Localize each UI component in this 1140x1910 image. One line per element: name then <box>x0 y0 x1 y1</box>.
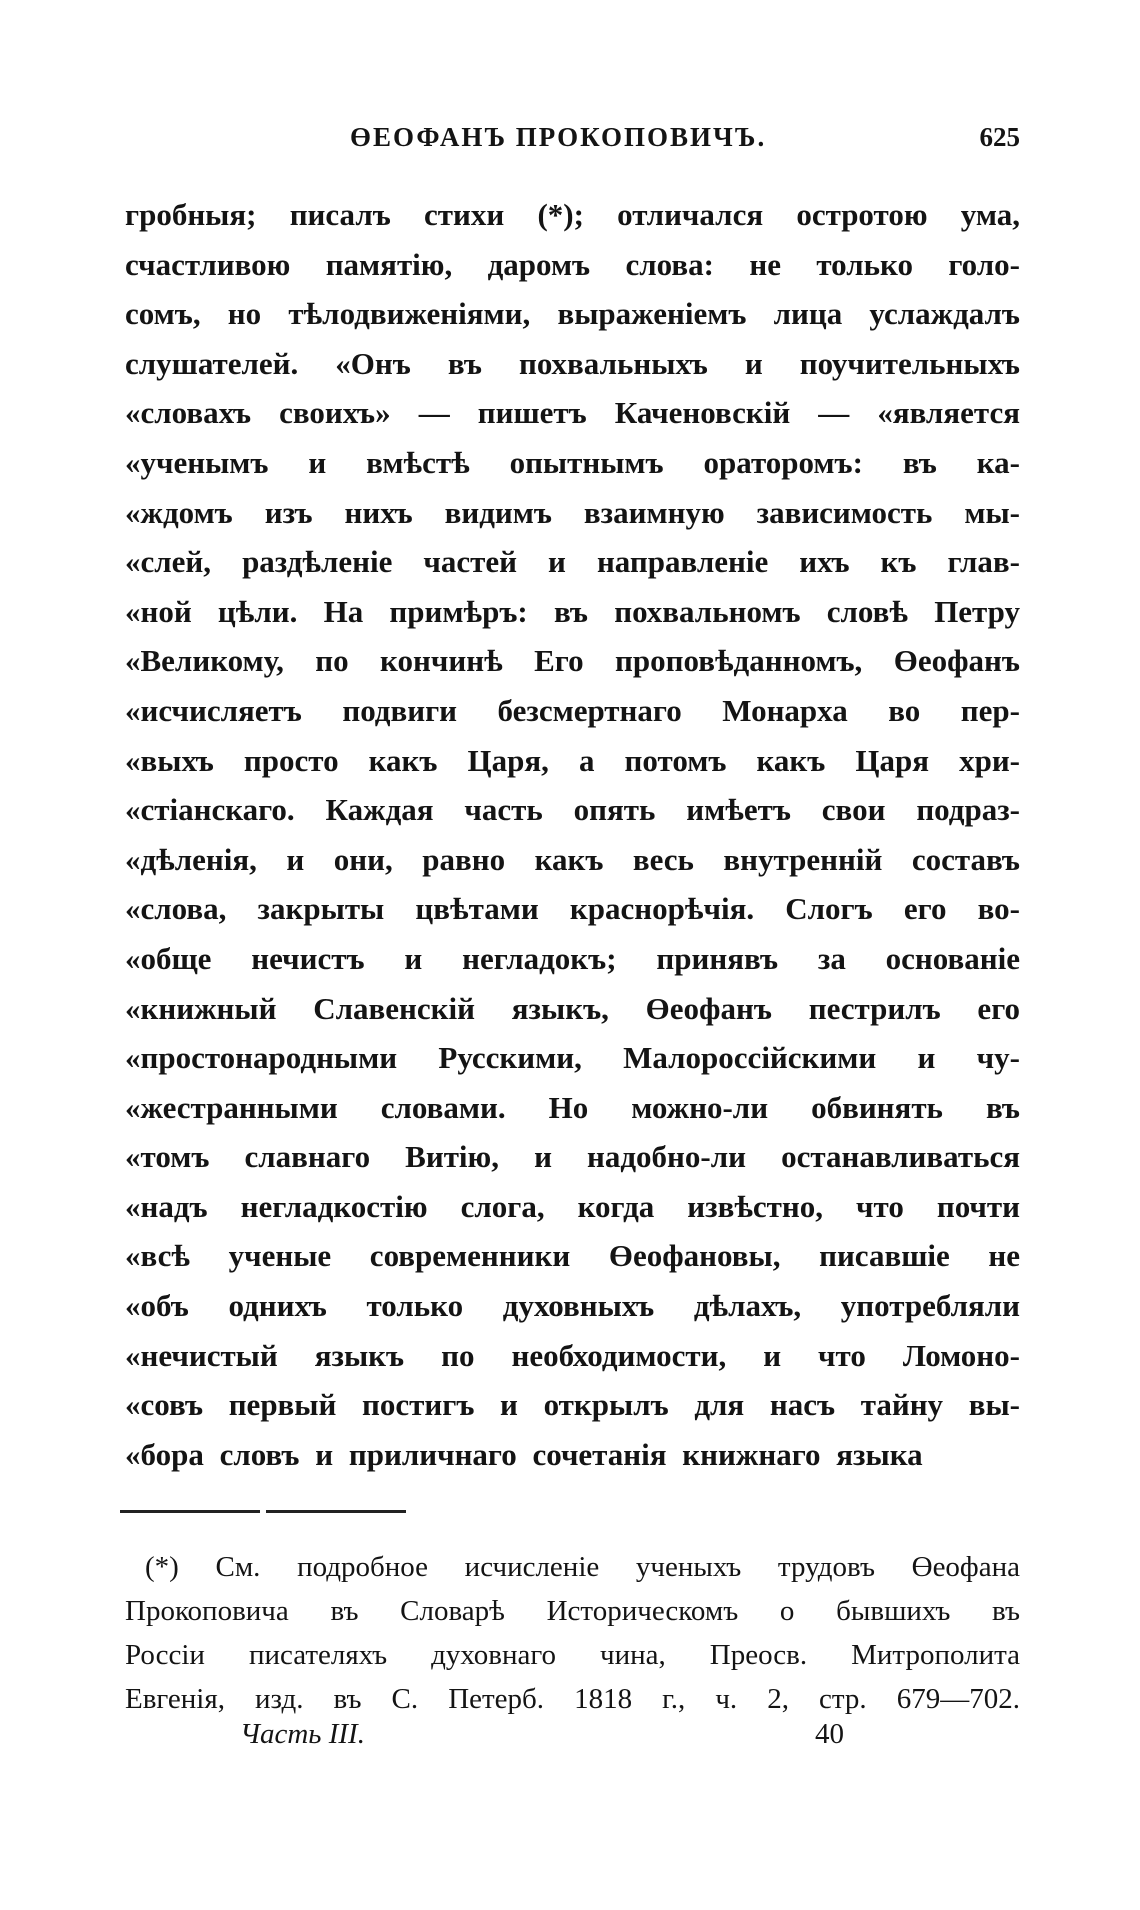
text-line: слушателей. «Онъ въ похвальныхъ и поучительныхъ <box>125 345 1020 381</box>
text-line: «нечистый языкъ по необходимости, и что Ломоно- <box>125 1337 1020 1373</box>
text-line: «Великому, по кончинѣ Его проповѣданномъ, Өеофанъ <box>125 643 1020 679</box>
footnote <box>125 1545 1020 1721</box>
text-line: «обще нечистъ и негладокъ; принявъ за основаніе <box>125 940 1020 976</box>
footnote-line: (*) См. подробное исчисленіе ученыхъ трудовъ Өеофана <box>145 1551 1020 1583</box>
text-line: «словахъ своихъ» — пишетъ Каченовскій — «является <box>125 395 1020 431</box>
footnote-line: Прокоповича въ Словарѣ Историческомъ о бывшихъ въ <box>125 1595 1020 1627</box>
text-line: «простонародными Русскими, Малороссійскими и чу- <box>125 1040 1020 1076</box>
text-line: «слей, раздѣленіе частей и направленіе ихъ къ глав- <box>125 544 1020 580</box>
text-line: «исчисляетъ подвиги безсмертнаго Монарха во пер- <box>125 692 1020 728</box>
running-header <box>125 122 1020 162</box>
main-text <box>125 190 1020 1479</box>
text-line: счастливою памятію, даромъ слова: не только голо- <box>125 246 1020 282</box>
text-line: «ждомъ изъ нихъ видимъ взаимную зависимость мы- <box>125 494 1020 530</box>
text-line: «дѣленія, и они, равно какъ весь внутренній составъ <box>125 841 1020 877</box>
page-number: 625 <box>979 122 1020 152</box>
footnote-line: Россіи писателяхъ духовнаго чина, Преосв. Митрополита <box>125 1639 1020 1671</box>
text-line: «надъ негладкостію слога, когда извѣстно, что почти <box>125 1188 1020 1224</box>
text-line: «жестранными словами. Но можно-ли обвинять въ <box>125 1089 1020 1125</box>
text-line: «объ однихъ только духовныхъ дѣлахъ, употребляли <box>125 1288 1020 1324</box>
text-line: гробныя; писалъ стихи (*); отличался остротою ума, <box>125 197 1020 232</box>
text-line: «бора словъ и приличнаго сочетанія книжнаго языка <box>125 1436 923 1472</box>
text-line: «томъ славнаго Витію, и надобно-ли останавливаться <box>125 1139 1020 1175</box>
text-line: «ной цѣли. На примѣръ: въ похвальномъ словѣ Петру <box>125 593 1020 629</box>
text-line: «всѣ ученые современники Өеофановы, писавшіе не <box>125 1238 1020 1274</box>
text-line: «ученымъ и вмѣстѣ опытнымъ ораторомъ: въ ка- <box>125 444 1020 480</box>
footnote-separator <box>266 1510 406 1513</box>
text-line: «стіанскаго. Каждая часть опять имѣетъ свои подраз- <box>125 792 1020 828</box>
text-line: сомъ, но тѣлодвиженіями, выраженіемъ лица услаждалъ <box>125 296 1020 332</box>
text-line: «выхъ просто какъ Царя, а потомъ какъ Царя хри- <box>125 742 1020 778</box>
footnote-separator <box>120 1510 260 1513</box>
text-line: «книжный Славенскій языкъ, Өеофанъ пестрилъ его <box>125 990 1020 1026</box>
running-title: ӨЕОФАНЪ ПРОКОПОВИЧЪ. <box>350 122 767 152</box>
text-line: «совъ первый постигъ и открылъ для насъ тайну вы- <box>125 1387 1020 1423</box>
footnote-line: Евгенія, изд. въ С. Петерб. 1818 г., ч. 2, стр. 679—702. <box>125 1683 1020 1715</box>
printer-signature <box>240 1718 860 1758</box>
sheet-number: 40 <box>815 1718 844 1750</box>
text-line: «слова, закрыты цвѣтами краснорѣчія. Слогъ его во- <box>125 891 1020 927</box>
part-label: Часть III. <box>240 1718 365 1750</box>
